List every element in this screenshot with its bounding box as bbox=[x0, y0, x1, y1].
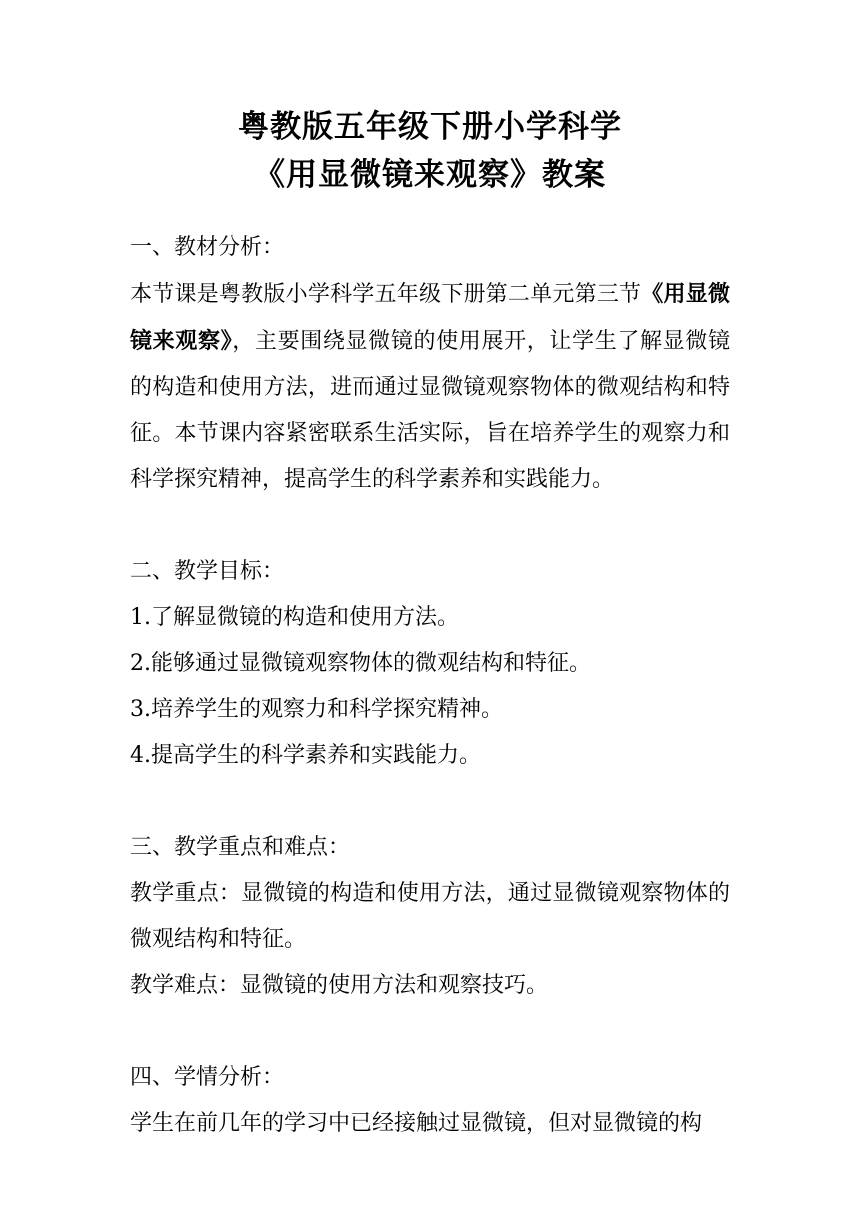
objective-item-3: 3.培养学生的观察力和科学探究精神。 bbox=[130, 697, 503, 722]
section-spacer bbox=[130, 1009, 730, 1055]
objective-item-1: 1.了解显微镜的构造和使用方法。 bbox=[130, 605, 459, 630]
document-body bbox=[130, 225, 730, 1147]
key-point-paragraph: 教学重点：显微镜的构造和使用方法，通过显微镜观察物体的微观结构和特征。 bbox=[130, 881, 730, 952]
document-title-line-1: 粤教版五年级下册小学科学 bbox=[238, 109, 622, 145]
document-title-line-2: 《用显微镜来观察》教案 bbox=[254, 157, 606, 193]
section-1-paragraph bbox=[130, 271, 730, 503]
objective-item-2: 2.能够通过显微镜观察物体的微观结构和特征。 bbox=[130, 651, 591, 676]
section-spacer bbox=[130, 779, 730, 825]
section-1-text-after: ，主要围绕显微镜的使用展开，让学生了解显微镜的构造和使用方法，进而通过显微镜观察物体的微观结构和特征。本节课内容紧密联系生活实际，旨在培养学生的观察力和科学探究精神，提高学生的科学素养和实践能力。 bbox=[130, 329, 730, 492]
section-4-heading: 四、学情分析： bbox=[130, 1065, 285, 1090]
section-4-paragraph: 学生在前几年的学习中已经接触过显微镜，但对显微镜的构 bbox=[130, 1111, 703, 1136]
difficulty-paragraph: 教学难点：显微镜的使用方法和观察技巧。 bbox=[130, 973, 549, 998]
objective-item-4: 4.提高学生的科学素养和实践能力。 bbox=[130, 743, 481, 768]
section-3-heading: 三、教学重点和难点： bbox=[130, 835, 351, 860]
section-1-heading: 一、教材分析： bbox=[130, 235, 285, 260]
section-1-text-before: 本节课是粤教版小学科学五年级下册第二单元第三节 bbox=[130, 282, 642, 307]
section-2-heading: 二、教学目标： bbox=[130, 559, 285, 584]
lesson-title-bold: 《用显微镜来观察》 bbox=[130, 281, 730, 354]
section-spacer bbox=[130, 503, 730, 549]
